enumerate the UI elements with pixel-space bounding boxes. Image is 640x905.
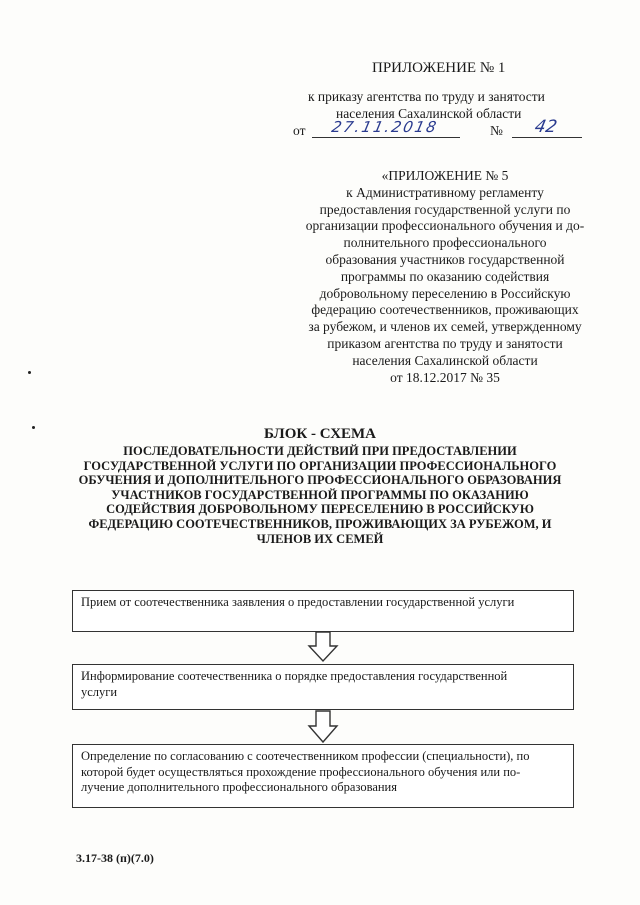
- appendix5-line: за рубежом, и членов их семей, утвержденному: [308, 319, 582, 335]
- scheme-subtitle-line: ОБУЧЕНИЯ И ДОПОЛНИТЕЛЬНОГО ПРОФЕССИОНАЛЬНОГО ОБРАЗОВАНИЯ: [78, 473, 562, 488]
- scheme-subtitle-line: ФЕДЕРАЦИЮ СООТЕЧЕСТВЕННИКОВ, ПРОЖИВАЮЩИХ ЗА РУБЕЖОМ, И: [88, 516, 552, 531]
- appendix5-line: приказом агентства по труду и занятости: [327, 335, 563, 351]
- scheme-subtitle-line: ПОСЛЕДОВАТЕЛЬНОСТИ ДЕЙСТВИЙ ПРИ ПРЕДОСТАВЛЕНИИ: [123, 444, 517, 458]
- appendix5-line: программы по оказанию содействия: [340, 268, 550, 284]
- handwritten-date: 27.11.2018: [330, 118, 440, 136]
- appendix5-line: полнительного профессионального: [343, 235, 547, 251]
- appendix5-line: населения Сахалинской области: [352, 352, 538, 368]
- appendix1-line1: к приказу агентства по труду и занятости: [308, 89, 545, 104]
- handwritten-number: 42: [532, 117, 559, 137]
- number-label: №: [490, 123, 503, 138]
- down-arrow-icon: [306, 709, 340, 745]
- from-label: от: [293, 123, 306, 138]
- date-underline: [312, 137, 460, 138]
- flow-step-text: Определение по согласованию с соотечественником профессии (специальности), по: [81, 749, 530, 763]
- flow-step-2: [72, 664, 574, 710]
- appendix5-line: «ПРИЛОЖЕНИЕ № 5: [381, 168, 509, 183]
- appendix1-line2: населения Сахалинской области: [336, 106, 522, 121]
- form-code: 3.17-38 (п)(7.0): [76, 851, 154, 865]
- flow-step-text: услуги: [81, 684, 118, 699]
- flow-step-3: [72, 744, 574, 808]
- scheme-title: БЛОК - СХЕМА: [263, 426, 377, 442]
- appendix5-line: предоставления государственной услуги по: [319, 201, 571, 217]
- scheme-subtitle-line: ЧЛЕНОВ ИХ СЕМЕЙ: [256, 531, 384, 546]
- appendix5-line: к Административному регламенту: [346, 184, 544, 200]
- appendix5-line: образования участников государственной: [325, 251, 565, 267]
- scheme-subtitle-line: СОДЕЙСТВИЯ ДОБРОВОЛЬНОМУ ПЕРЕСЕЛЕНИЮ В РОССИЙСКУЮ: [106, 502, 534, 517]
- appendix5-line: организации профессионального обучения и до-: [305, 218, 585, 234]
- scheme-subtitle: [60, 444, 580, 546]
- scheme-subtitle-line: ГОСУДАРСТВЕННОЙ УСЛУГИ ПО ОРГАНИЗАЦИИ ПРОФЕССИОНАЛЬНОГО: [83, 458, 557, 473]
- appendix1-title: ПРИЛОЖЕНИЕ № 1: [372, 60, 506, 76]
- scan-speck: [28, 371, 31, 374]
- scheme-subtitle-line: УЧАСТНИКОВ ГОСУДАРСТВЕННОЙ ПРОГРАММЫ ПО ОКАЗАНИЮ: [111, 487, 529, 502]
- appendix5-line: федерацию соотечественников, проживающих: [311, 302, 579, 318]
- number-underline: [512, 137, 582, 138]
- flow-step-1: [72, 590, 574, 632]
- down-arrow-icon: [306, 630, 340, 664]
- flow-step-text: Прием от соотечественника заявления о предоставлении государственной услуги: [81, 595, 515, 609]
- appendix5-line: добровольному переселению в Российскую: [319, 285, 571, 301]
- flow-step-text: которой будет осуществляться прохождение профессионального обучения или по-: [81, 764, 521, 779]
- appendix5-line: от 18.12.2017 № 35: [390, 369, 500, 385]
- flow-step-text: Информирование соотечественника о порядке предоставления государственной: [81, 669, 508, 683]
- flow-step-text: лучение дополнительного профессионального образования: [81, 780, 397, 794]
- appendix5-block: [286, 168, 604, 386]
